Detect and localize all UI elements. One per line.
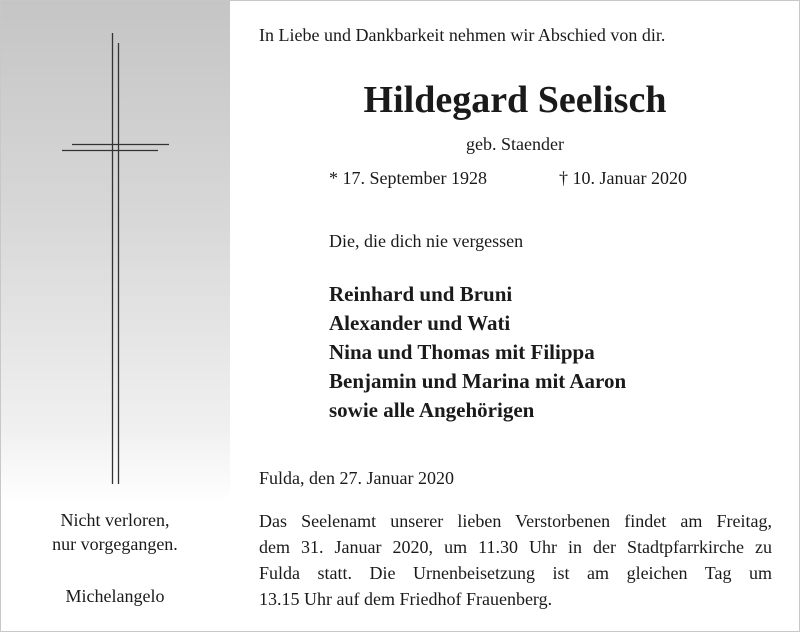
birth-name: geb. Staender — [466, 134, 564, 154]
place-and-date: Fulda, den 27. Januar 2020 — [259, 468, 454, 488]
mourner-entry: Alexander und Wati — [329, 311, 511, 335]
service-line: dem 31. Januar 2020, um 11.30 Uhr in der Stadtpfarrkirche zu — [259, 537, 772, 557]
mourner-entry: Nina und Thomas mit Filippa — [329, 340, 595, 364]
mourner-entry: Benjamin und Marina mit Aaron — [329, 369, 627, 393]
quote-author: Michelangelo — [65, 586, 165, 606]
death-date: † 10. Januar 2020 — [559, 168, 687, 188]
quote-line: nur vorgegangen. — [52, 534, 178, 554]
service-line: Das Seelenamt unserer lieben Verstorbenen findet am Freitag, — [259, 511, 772, 531]
service-notice — [259, 508, 772, 612]
deceased-name: Hildegard Seelisch — [363, 79, 667, 121]
mourner-entry: Reinhard und Bruni — [329, 282, 513, 306]
service-line: Fulda statt. Die Urnenbeisetzung ist am gleichen Tag um — [259, 563, 772, 583]
intro-text: In Liebe und Dankbarkeit nehmen wir Abschied von dir. — [259, 25, 666, 45]
quote — [0, 508, 230, 556]
cross-icon — [0, 0, 230, 500]
mourners-list — [329, 280, 626, 425]
mourner-entry: sowie alle Angehörigen — [329, 398, 535, 422]
quote-line: Nicht verloren, — [60, 510, 170, 530]
mourners-intro: Die, die dich nie vergessen — [329, 231, 524, 251]
birth-date: * 17. September 1928 — [329, 168, 487, 188]
service-line: 13.15 Uhr auf dem Friedhof Frauenberg. — [259, 589, 553, 609]
